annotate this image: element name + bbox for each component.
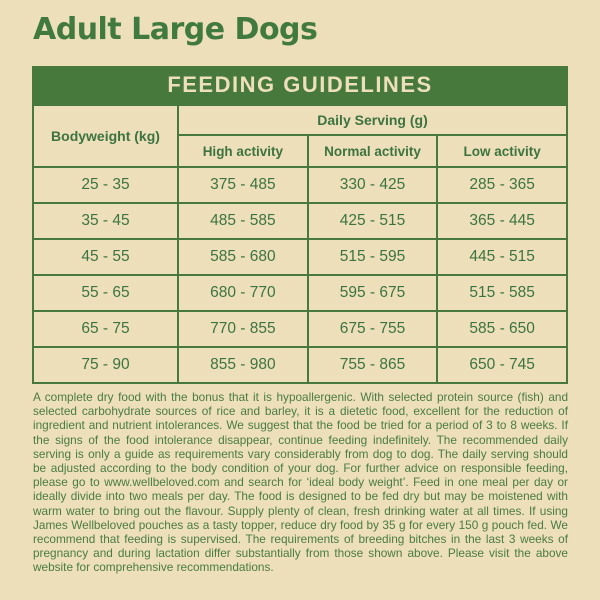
table-row — [33, 347, 567, 383]
normal-activity-cell: 595 - 675 — [308, 275, 438, 311]
table-row — [33, 275, 567, 311]
bodyweight-cell: 75 - 90 — [33, 347, 178, 383]
low-activity-cell: 650 - 745 — [437, 347, 567, 383]
table-row — [33, 311, 567, 347]
normal-activity-cell: 425 - 515 — [308, 203, 438, 239]
normal-activity-cell: 515 - 595 — [308, 239, 438, 275]
low-activity-column-header: Low activity — [437, 135, 567, 167]
normal-activity-cell: 330 - 425 — [308, 167, 438, 203]
low-activity-cell: 445 - 515 — [437, 239, 567, 275]
bodyweight-cell: 45 - 55 — [33, 239, 178, 275]
normal-activity-column-header: Normal activity — [308, 135, 438, 167]
table-row — [33, 167, 567, 203]
high-activity-cell: 855 - 980 — [178, 347, 308, 383]
low-activity-cell: 285 - 365 — [437, 167, 567, 203]
high-activity-cell: 485 - 585 — [178, 203, 308, 239]
bodyweight-column-header: Bodyweight (kg) — [33, 105, 178, 167]
feeding-guidelines-table — [32, 66, 568, 384]
bodyweight-cell: 55 - 65 — [33, 275, 178, 311]
daily-serving-column-header: Daily Serving (g) — [178, 105, 567, 135]
normal-activity-cell: 675 - 755 — [308, 311, 438, 347]
bodyweight-cell: 35 - 45 — [33, 203, 178, 239]
bodyweight-cell: 65 - 75 — [33, 311, 178, 347]
bodyweight-cell: 25 - 35 — [33, 167, 178, 203]
normal-activity-cell: 755 - 865 — [308, 347, 438, 383]
low-activity-cell: 365 - 445 — [437, 203, 567, 239]
table-row — [33, 203, 567, 239]
feeding-guidelines-banner — [32, 66, 568, 104]
table-header-row-top — [33, 105, 567, 135]
feeding-guidelines-banner-label: FEEDING GUIDELINES — [167, 72, 433, 97]
low-activity-cell: 585 - 650 — [437, 311, 567, 347]
high-activity-column-header: High activity — [178, 135, 308, 167]
high-activity-cell: 680 - 770 — [178, 275, 308, 311]
high-activity-cell: 585 - 680 — [178, 239, 308, 275]
serving-table — [32, 104, 568, 384]
low-activity-cell: 515 - 585 — [437, 275, 567, 311]
table-row — [33, 239, 567, 275]
high-activity-cell: 375 - 485 — [178, 167, 308, 203]
feeding-advice-paragraph: A complete dry food with the bonus that it is hypoallergenic. With selected protein source (fish) and selected carbohydrate sources of rice and barley, it is a dietetic food, excellent for the reduction of ingredient and nutrient intolerances. We suggest that the food be tried for a period of 3 to 8 weeks. If the signs of the food intolerance disappear, continue feeding indefinitely. The recommended daily serving is only a guide as requirements vary considerably from dog to dog. The daily serving should be adjusted according to the body condition of your dog. For further advice on responsible feeding, please go to www.wellbeloved.com and search for ‘ideal body weight’. Feed in one meal per day or ideally divide into two meals per day. The food is designed to be fed dry but may be moistened with warm water to bring out the flavour. Supply plenty of clean, fresh drinking water at all times. If using James Wellbeloved pouches as a tasty topper, reduce dry food by 35 g for every 150 g pouch fed. We recommend that feeding is supervised. The requirements of breeding bitches in the last 3 weeks of pregnancy and during lactation differ substantially from those shown above. Please visit the above website for comprehensive recommendations. — [33, 390, 568, 575]
high-activity-cell: 770 - 855 — [178, 311, 308, 347]
page-title: Adult Large Dogs — [33, 12, 318, 47]
